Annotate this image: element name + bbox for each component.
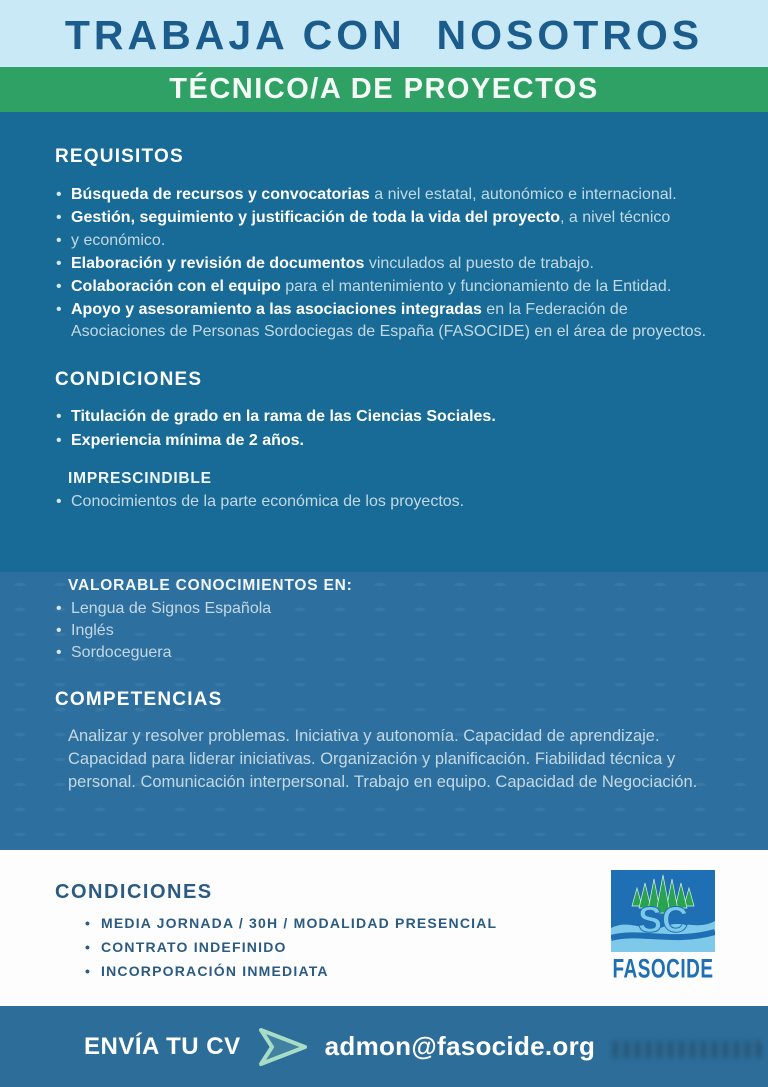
cta-band [0,1006,768,1087]
competencias-heading: COMPETENCIAS [55,689,223,710]
valorable-list [55,598,724,663]
list-item: • Sordoceguera [55,642,724,663]
role-band [0,67,768,112]
redacted-smudge [613,1041,761,1058]
list-item: • Experiencia mínima de 2 años. [55,429,724,452]
valorable-heading: VALORABLE CONOCIMIENTOS EN: [68,577,353,594]
condiciones-heading: CONDICIONES [55,369,203,390]
logo-sc-letters: SC [637,899,689,940]
fasocide-logo [611,870,715,985]
send-arrow-icon [257,1026,309,1068]
footer-white-section [0,850,768,1006]
logo-wordmark: FASOCIDE [612,955,714,985]
poster-title: TRABAJA CON NOSOTROS [64,12,704,58]
requisitos-heading: REQUISITOS [55,146,184,167]
list-item: • Apoyo y asesoramiento a las asociaciones integradas en la Federación de Asociaciones de Personas Sordociegas de España (FASOCIDE) en el área de proyectos. [55,299,724,343]
requisitos-list [55,184,724,343]
footer-conditions-heading: CONDICIONES [55,881,213,903]
list-item: • MEDIA JORNADA / 30H / MODALIDAD PRESENCIAL [85,912,768,934]
main-light-section [0,572,768,850]
header-band [0,0,768,67]
list-item: • y económico. [55,230,724,252]
list-item: • Inglés [55,620,724,641]
competencias-paragraph: Analizar y resolver problemas. Iniciativa y autonomía. Capacidad de aprendizaje. Capacidad para liderar iniciativas. Organización y planificación. Fiabilidad técnica y personal. Comunicación interpersonal. Trabajo en equipo. Capacidad de Negociación. [68,727,698,791]
imprescindible-list [55,491,724,512]
list-item: • INCORPORACIÓN INMEDIATA [85,960,768,982]
condiciones-list [55,405,724,452]
list-item: • Colaboración con el equipo para el mantenimiento y funcionamiento de la Entidad. [55,276,724,298]
list-item: • Titulación de grado en la rama de las Ciencias Sociales. [55,405,724,428]
list-item: • Conocimientos de la parte económica de los proyectos. [55,491,724,512]
list-item: • CONTRATO INDEFINIDO [85,936,768,958]
main-dark-section [0,112,768,572]
list-item: • Lengua de Signos Española [55,598,724,619]
list-item: • Búsqueda de recursos y convocatorias a nivel estatal, autonómico e internacional. [55,184,724,206]
cta-email[interactable]: admon@fasocide.org [324,1031,596,1061]
fasocide-logo-icon [611,870,715,952]
list-item: • Gestión, seguimiento y justificación de toda la vida del proyecto, a nivel técnico [55,207,724,229]
role-title: TÉCNICO/A DE PROYECTOS [169,73,599,105]
list-item: • Elaboración y revisión de documentos vinculados al puesto de trabajo. [55,253,724,275]
imprescindible-heading: IMPRESCINDIBLE [68,470,212,487]
cta-label: ENVÍA TU CV [84,1032,241,1060]
